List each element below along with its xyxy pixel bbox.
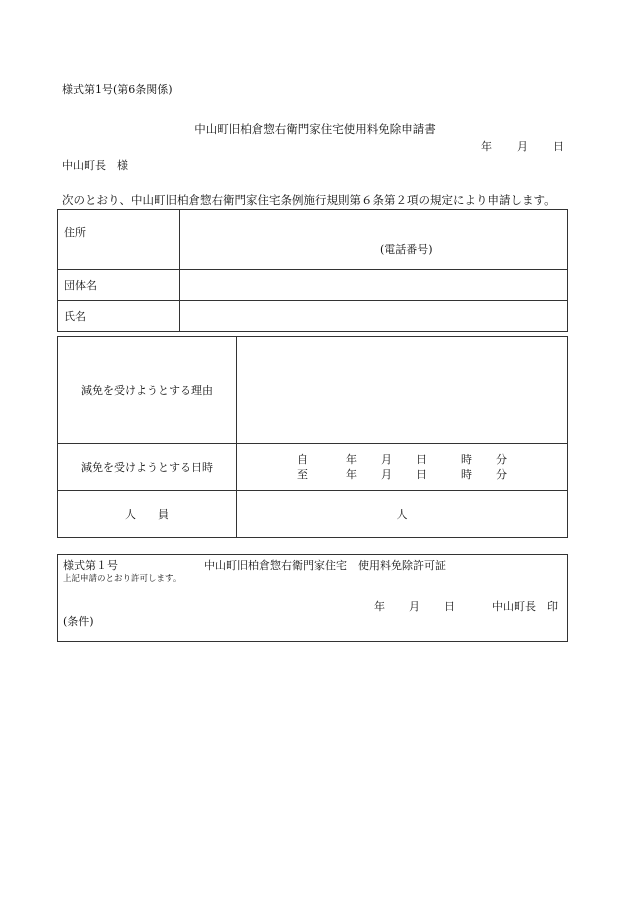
from-label: 自: [297, 453, 308, 466]
from-datetime: [237, 452, 567, 467]
name-label: 氏名: [58, 301, 180, 332]
name-field[interactable]: [180, 301, 568, 332]
from-year: 年: [346, 453, 357, 466]
people-row: [58, 491, 568, 538]
date-day: 日: [553, 140, 564, 153]
mayor-seal: 中山町長 印: [492, 600, 558, 613]
datetime-label: 減免を受けようとする日時: [58, 444, 237, 491]
application-date: [481, 138, 564, 154]
applicant-table: [57, 209, 568, 332]
address-label: 住所: [58, 210, 180, 270]
organization-field[interactable]: [180, 270, 568, 301]
form-number: 様式第1号(第6条関係): [62, 83, 173, 96]
to-hour: 時: [461, 468, 472, 481]
date-month: 月: [517, 140, 528, 153]
name-row: [58, 301, 568, 332]
phone-label: (電話番号): [380, 242, 433, 256]
permit-section: [57, 554, 568, 642]
datetime-field[interactable]: [237, 444, 568, 491]
reason-row: [58, 337, 568, 444]
to-day: 日: [416, 468, 427, 481]
to-minute: 分: [496, 468, 507, 481]
people-label: 人 員: [58, 491, 237, 538]
addressee: 中山町長 様: [62, 159, 128, 172]
permit-conditions: (条件): [63, 615, 94, 628]
to-month: 月: [381, 468, 392, 481]
to-year: 年: [346, 468, 357, 481]
permit-date: [374, 598, 455, 614]
reason-label: 減免を受けようとする理由: [58, 337, 237, 444]
organization-label: 団体名: [58, 270, 180, 301]
permit-title: 中山町旧柏倉惣右衛門家住宅 使用料免除許可証: [204, 559, 446, 572]
from-minute: 分: [496, 453, 507, 466]
people-field[interactable]: [237, 491, 568, 538]
people-unit: 人: [396, 508, 408, 521]
address-field[interactable]: [180, 210, 568, 270]
request-table: [57, 336, 568, 538]
date-year: 年: [481, 140, 492, 153]
organization-row: [58, 270, 568, 301]
reason-field[interactable]: [237, 337, 568, 444]
from-day: 日: [416, 453, 427, 466]
address-row: [58, 210, 568, 270]
datetime-row: [58, 444, 568, 491]
intro-text: 次のとおり、中山町旧柏倉惣右衛門家住宅条例施行規則第６条第２項の規定により申請します。: [62, 193, 556, 207]
to-datetime: [237, 467, 567, 482]
to-label: 至: [297, 468, 308, 481]
permit-year: 年: [374, 600, 385, 613]
from-month: 月: [381, 453, 392, 466]
permit-day: 日: [444, 600, 455, 613]
permit-note: 上記申請のとおり許可します。: [63, 574, 182, 584]
from-hour: 時: [461, 453, 472, 466]
document-title: 中山町旧柏倉惣右衛門家住宅使用料免除申請書: [194, 122, 436, 136]
permit-form-number: 様式第１号: [63, 559, 118, 572]
permit-month: 月: [409, 600, 420, 613]
